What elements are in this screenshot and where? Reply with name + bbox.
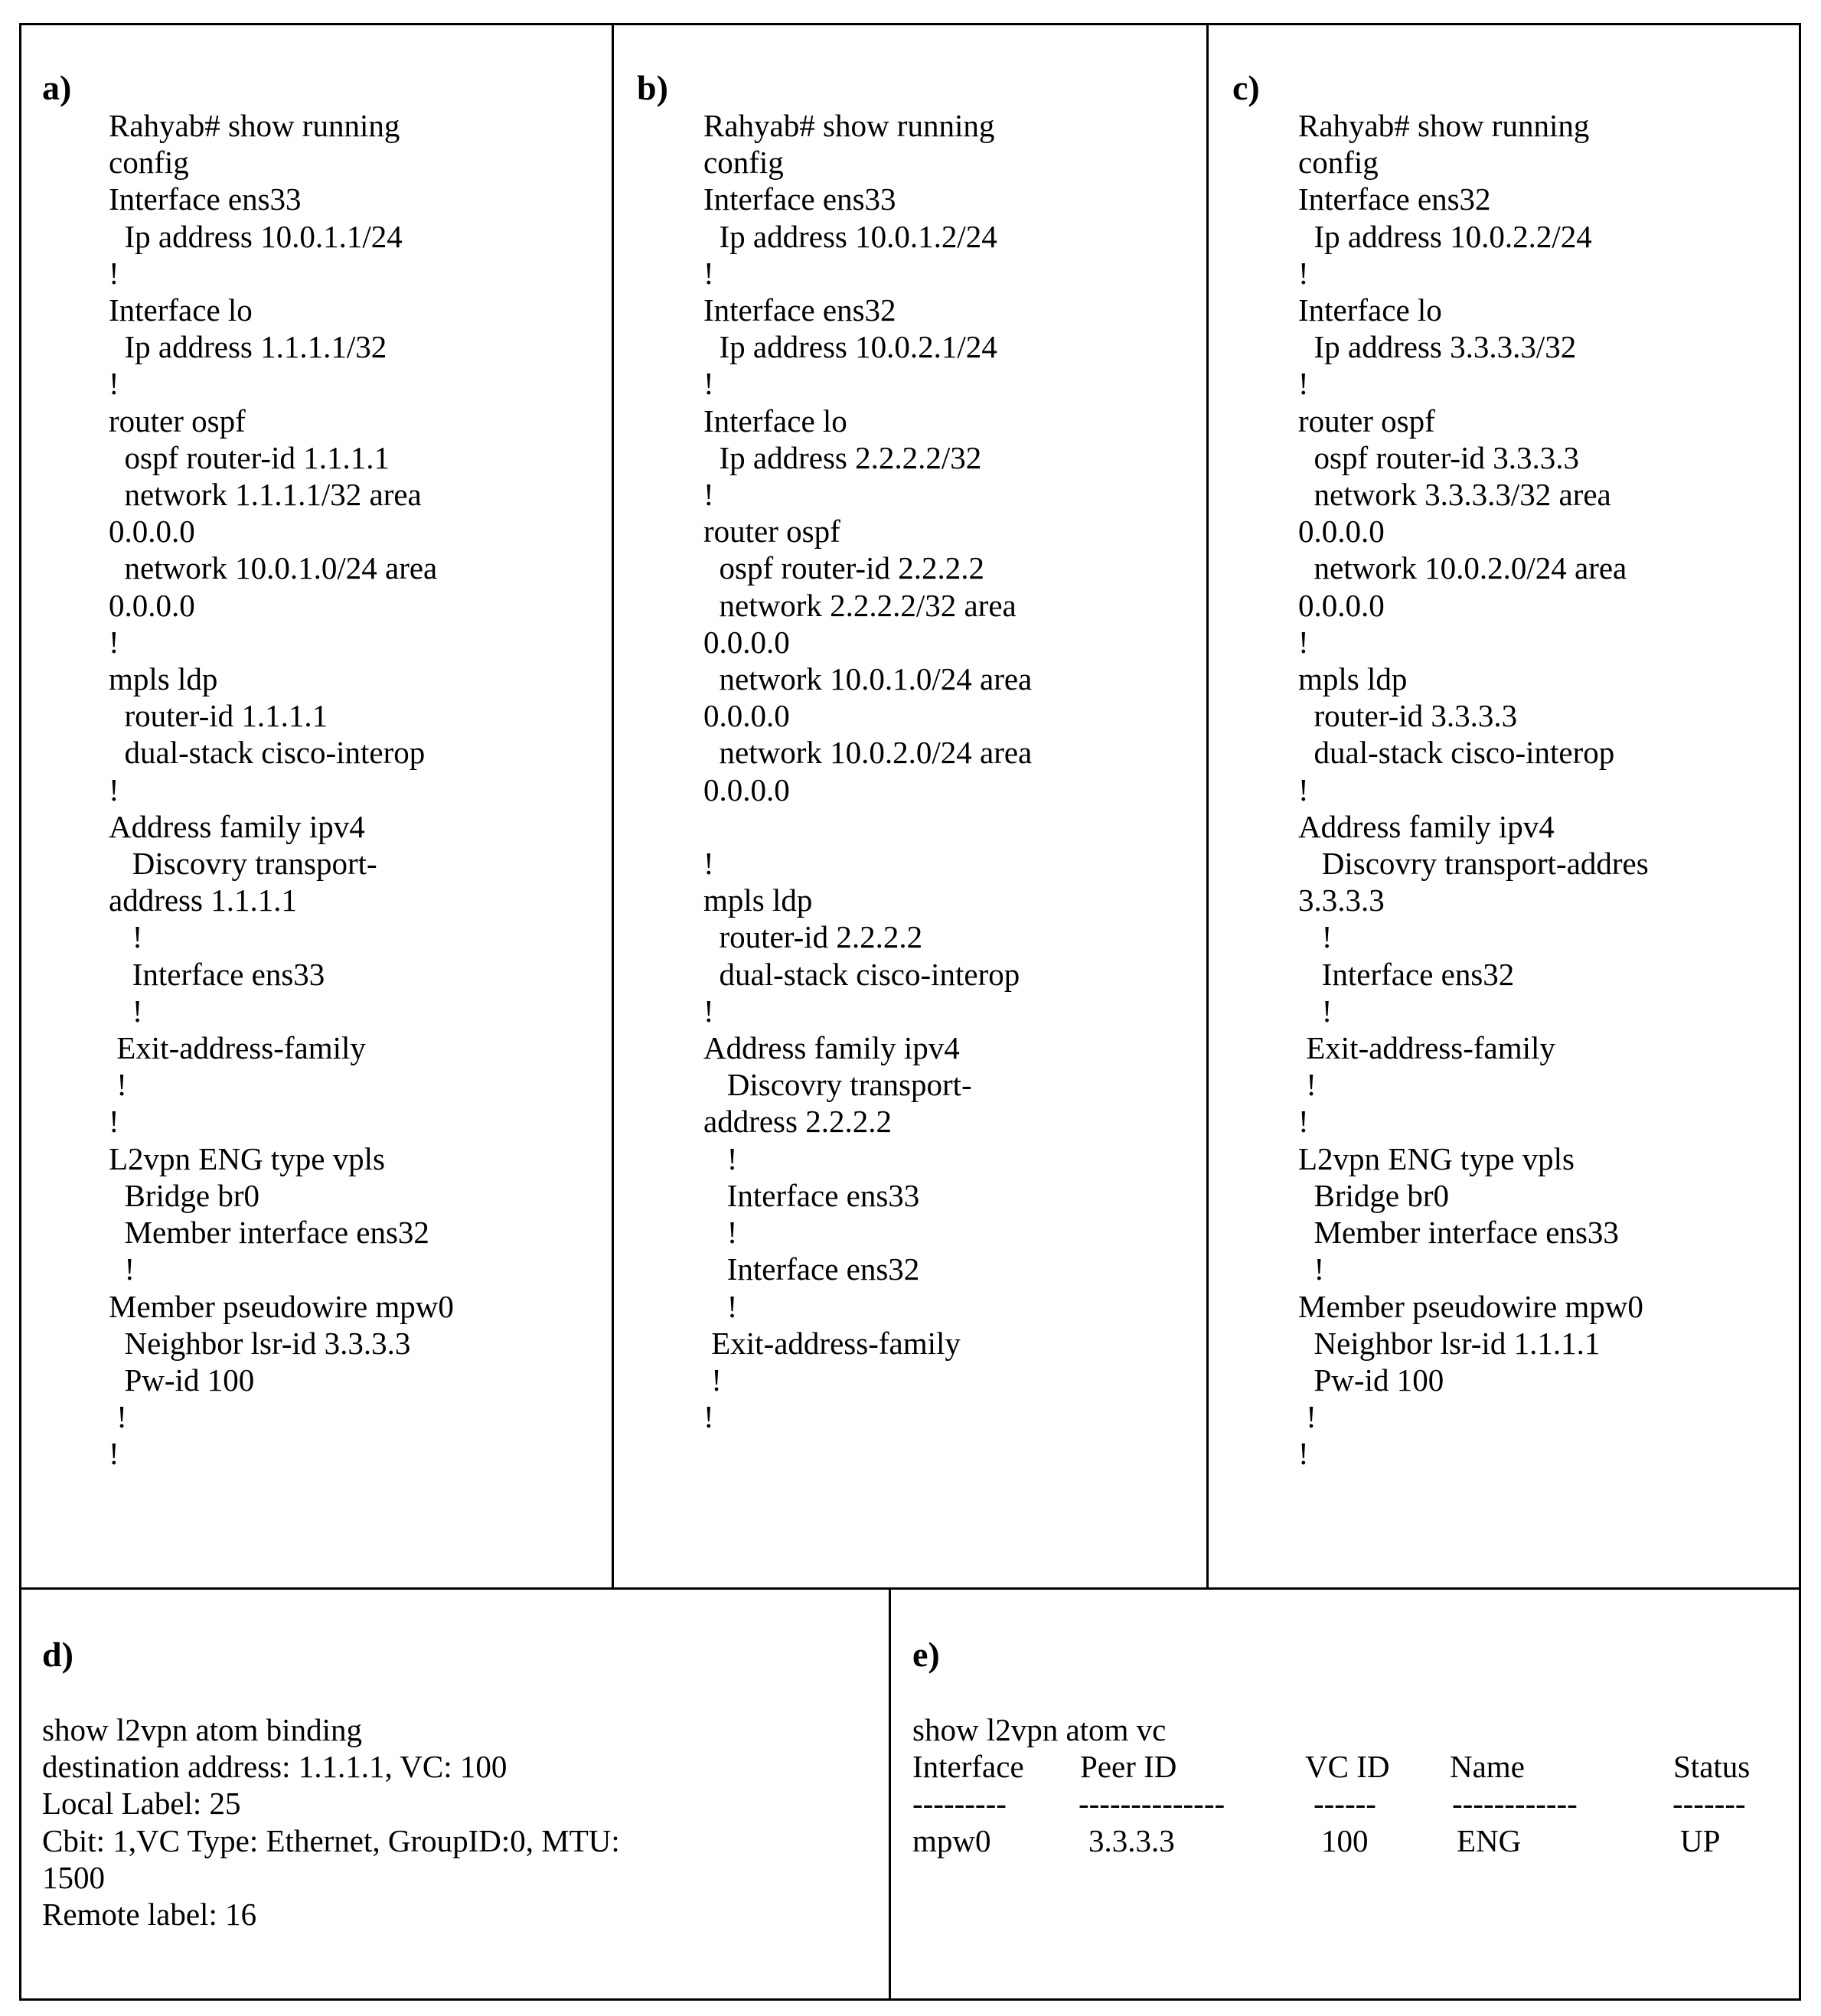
- divider-a-b: [612, 23, 614, 1590]
- col-vc-id-header: VC ID: [1305, 1749, 1390, 1785]
- sep-vc-id: ------: [1314, 1786, 1376, 1822]
- panel-d-output: show l2vpn atom binding destination address: 1.1.1.1, VC: 100 Local Label: 25 Cbit: 1,VC Type: Ethernet, GroupID:0, MTU: 1500 Remote label: 16: [42, 1712, 620, 1933]
- panel-c-config: Rahyab# show running config Interface ens32 Ip address 10.0.2.2/24 ! Interface lo Ip address 3.3.3.3/32 ! router ospf ospf router-id 3.3.3.3 network 3.3.3.3/32 area 0.0.0.0 network 10.0.2.0/24 area 0.0.0.0 ! mpls ldp router-id 3.3.3.3 dual-stack cisco-interop ! Address family ipv4 Discovry transport-addres 3.3.3.3 ! Interface ens32 ! Exit-address-family ! ! L2vpn ENG type vpls Bridge br0 Member interface ens33 ! Member pseudowire mpw0 Neighbor lsr-id 1.1.1.1 Pw-id 100 ! !: [1298, 108, 1649, 1472]
- panel-c-label: c): [1232, 68, 1260, 107]
- sep-peer-id: --------------: [1079, 1786, 1225, 1822]
- col-status-header: Status: [1673, 1749, 1751, 1785]
- col-name-header: Name: [1450, 1749, 1525, 1785]
- command-line: [912, 1711, 1793, 1748]
- cell-vc-id: 100: [1321, 1822, 1369, 1858]
- panel-b-config: Rahyab# show running config Interface ens33 Ip address 10.0.1.2/24 ! Interface ens32 Ip address 10.0.2.1/24 ! Interface lo Ip address 2.2.2.2/32 ! router ospf ospf router-id 2.2.2.2 network 2.2.2.2/32 area 0.0.0.0 network 10.0.1.0/24 area 0.0.0.0 network 10.0.2.0/24 area 0.0.0.0 ! mpls ldp router-id 2.2.2.2 dual-stack cisco-interop ! Address family ipv4 Discovry transport- address 2.2.2.2 ! Interface ens33 ! Interface ens32 ! Exit-address-family ! !: [703, 108, 1033, 1435]
- cell-peer-id: 3.3.3.3: [1088, 1822, 1175, 1858]
- table-header: [912, 1748, 1793, 1785]
- panel-a-label: a): [42, 68, 72, 107]
- cell-interface: mpw0: [912, 1822, 991, 1858]
- col-interface-header: Interface: [912, 1749, 1024, 1785]
- divider-d-e: [889, 1587, 891, 2001]
- panel-b-label: b): [637, 68, 668, 107]
- panel-a-config: Rahyab# show running config Interface ens33 Ip address 10.0.1.1/24 ! Interface lo Ip address 1.1.1.1/32 ! router ospf ospf router-id 1.1.1.1 network 1.1.1.1/32 area 0.0.0.0 network 10.0.1.0/24 area 0.0.0.0 ! mpls ldp router-id 1.1.1.1 dual-stack cisco-interop ! Address family ipv4 Discovry transport- address 1.1.1.1 ! Interface ens33 ! Exit-address-family ! ! L2vpn ENG type vpls Bridge br0 Member interface ens32 ! Member pseudowire mpw0 Neighbor lsr-id 3.3.3.3 Pw-id 100 ! !: [109, 108, 454, 1472]
- sep-name: ------------: [1452, 1786, 1578, 1822]
- table-separator: [912, 1785, 1793, 1822]
- col-peer-id-header: Peer ID: [1080, 1749, 1177, 1785]
- panel-d-label: d): [42, 1635, 73, 1674]
- panel-e-label: e): [912, 1635, 940, 1674]
- divider-top-bottom: [19, 1587, 1801, 1590]
- cell-status: UP: [1680, 1822, 1721, 1858]
- panel-e-output: [912, 1711, 1793, 1859]
- table-row: [912, 1822, 1793, 1859]
- cell-name: ENG: [1457, 1822, 1522, 1858]
- divider-b-c: [1206, 23, 1209, 1590]
- sep-interface: ---------: [912, 1786, 1007, 1822]
- command-text: show l2vpn atom vc: [912, 1712, 1167, 1747]
- sep-status: -------: [1673, 1786, 1746, 1822]
